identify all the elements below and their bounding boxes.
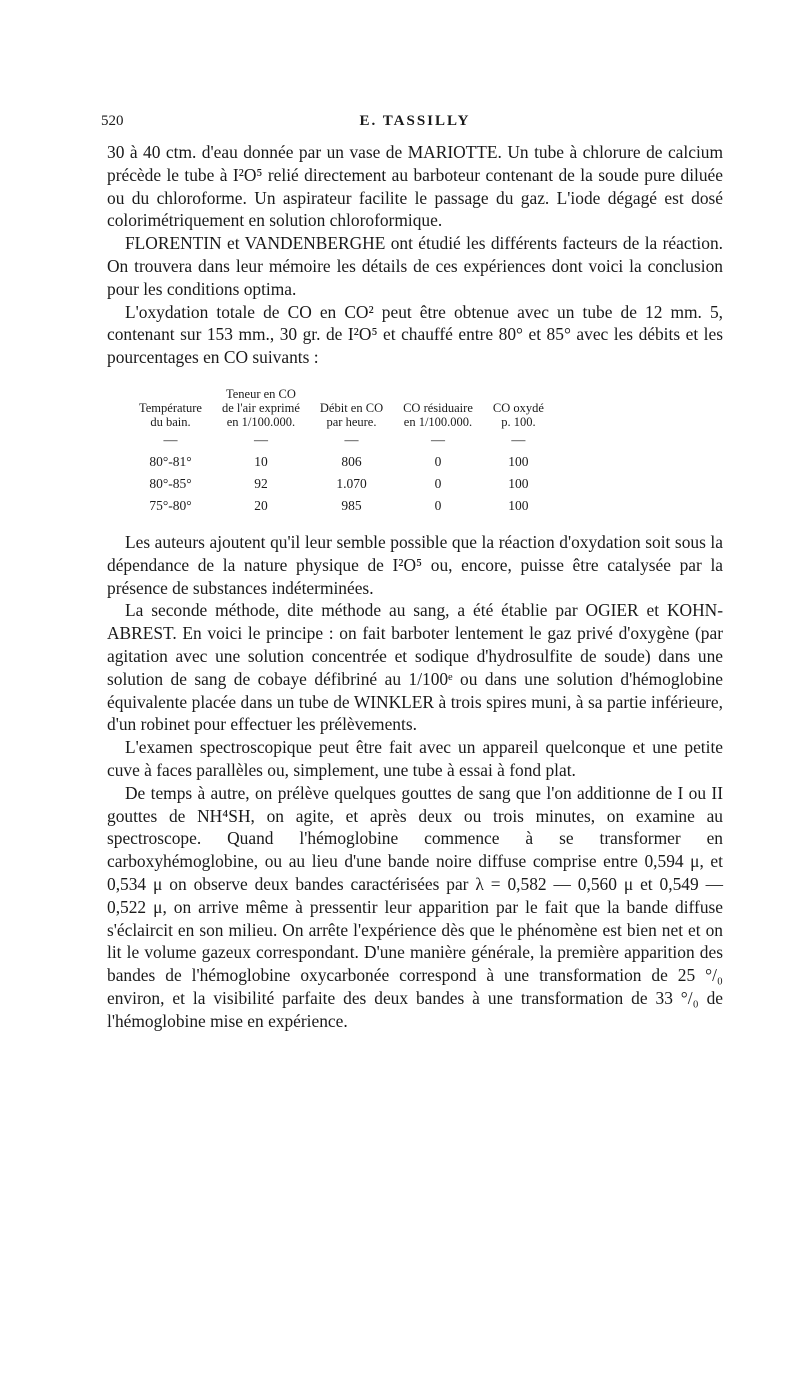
paragraph: De temps à autre, on prélève quelques gouttes de sang que l'on additionne de I ou II gouttes de NH⁴SH, on agite, et après deux ou trois minutes, on examine au spectroscope. Quand l'hémoglobine commence à se transformer en carboxyhémoglobine, ou au lieu d'une bande noire diffuse comprise entre 0,594 μ, et 0,534 μ on observe deux bandes caractérisées par λ = 0,582 — 0,560 μ et 0,549 — 0,522 μ, on arrive même à pressentir leur apparition par le fait que la bande diffuse s'éclaircit en son milieu. On arrête l'expérience dès que le phénomène est bien net et on lit le volume gazeux correspondant. D'une manière générale, la première apparition des bandes de l'hémoglobine oxycarbonée correspond à une transformation de 25 °/₀ environ, et la visibilité parfaite des deux bandes à une transformation de 33 °/₀ de l'hémoglobine mise en expérience.	[107, 782, 723, 1031]
dash: —	[253, 432, 268, 448]
table-cell: 100	[508, 475, 529, 491]
table-cell: 10	[254, 453, 268, 469]
table-row	[129, 451, 554, 473]
table-cell: 100	[508, 453, 529, 469]
column-header: Teneur en CO de l'air exprimé en 1/100.000.	[221, 386, 300, 429]
table-cell: 0	[434, 453, 442, 469]
dash: —	[344, 432, 359, 448]
table-cell: 92	[254, 475, 268, 491]
table-cell: 80°-81°	[149, 453, 192, 469]
table-row	[129, 495, 554, 517]
paragraph: L'examen spectroscopique peut être fait avec un appareil quelconque et une petite cuve à faces parallèles ou, simplement, une tube à essai à fond plat.	[107, 737, 723, 780]
dash: —	[511, 432, 526, 448]
paragraph: 30 à 40 ctm. d'eau donnée par un vase de MARIOTTE. Un tube à chlorure de calcium précède le tube à I²O⁵ relié directement au barboteur contenant de la soude pure diluée ou du chloroforme. Un aspirateur facilite le passage du gaz. L'iode dégagé est dosé colorimétriquement en solution chloroformique.	[107, 142, 723, 231]
column-header: CO résiduaire en 1/100.000.	[403, 400, 473, 429]
data-table	[129, 387, 554, 517]
table-header-row	[129, 387, 554, 429]
page-header	[101, 105, 723, 141]
column-header: Débit en CO par heure.	[319, 400, 384, 429]
column-header: Température du bain.	[139, 400, 202, 429]
table-cell: 100	[508, 497, 529, 513]
paragraph: Les auteurs ajoutent qu'il leur semble possible que la réaction d'oxydation soit sous la dépendance de la nature physique de I²O⁵ ou, encore, puisse être catalysée par la présence de substances indéterminées.	[107, 531, 723, 598]
page-number: 520	[101, 113, 124, 129]
table-cell: 0	[434, 497, 442, 513]
paragraph: La seconde méthode, dite méthode au sang, a été établie par OGIER et KOHN-ABREST. En voici le principe : on fait barboter lentement le gaz privé d'oxygène (par agitation avec une solution concentrée et sodique d'hydrosulfite de soude) dans une solution de sang de cobaye défibriné au 1/100ᵉ ou dans une solution d'hémoglobine équivalente placée dans un tube de WINKLER à trois spires muni, à sa partie inférieure, d'un robinet pour effectuer les prélèvements.	[107, 600, 723, 735]
table-cell: 1.070	[336, 475, 367, 491]
table-cell: 80°-85°	[149, 475, 192, 491]
paragraph: L'oxydation totale de CO en CO² peut être obtenue avec un tube de 12 mm. 5, contenant sur 153 mm., 30 gr. de I²O⁵ et chauffé entre 80° et 85° avec les débits et les pourcentages en CO suivants :	[107, 301, 723, 368]
paragraph: FLORENTIN et VANDENBERGHE ont étudié les différents facteurs de la réaction. On trouvera dans leur mémoire les détails de ces expériences dont voici la conclusion pour les conditions optima.	[107, 233, 723, 299]
dash: —	[163, 432, 178, 448]
table-cell: 20	[254, 497, 268, 513]
column-header: CO oxydé p. 100.	[492, 400, 544, 429]
table-cell: 75°-80°	[149, 497, 192, 513]
table-cell: 0	[434, 475, 442, 491]
table-cell: 806	[341, 453, 362, 469]
page	[101, 105, 723, 1033]
dash: —	[430, 432, 445, 448]
table-row	[129, 473, 554, 495]
table-separator-row	[129, 429, 554, 451]
table-cell: 985	[341, 497, 362, 513]
running-title: E. TASSILLY	[359, 113, 471, 129]
